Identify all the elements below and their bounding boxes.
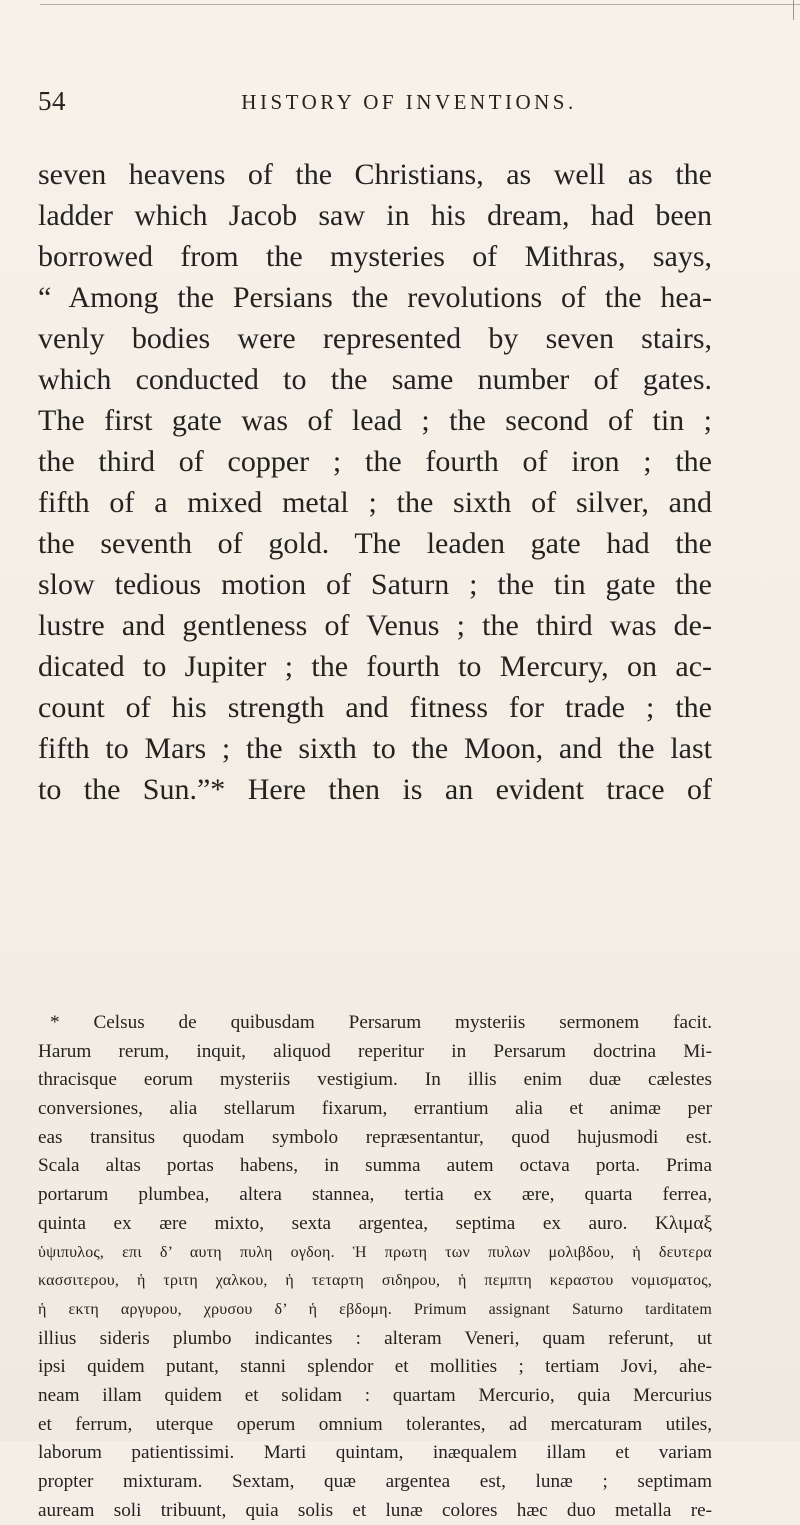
text-line: fifth to Mars ; the sixth to the Moon, and the last: [38, 732, 712, 765]
footnote-line: ipsi quidem putant, stanni splendor et mollities ; tertiam Jovi, ahe-: [38, 1356, 712, 1378]
text-line: seven heavens of the Christians, as well as the: [38, 158, 712, 191]
footnote-line: et ferrum, uterque operum omnium tolerantes, ad mercaturam utiles,: [38, 1413, 712, 1435]
footnote: [38, 1009, 712, 1525]
page-edge-mark: [793, 0, 794, 20]
footnote-line: illius sideris plumbo indicantes : alteram Veneri, quam referunt, ut: [38, 1327, 712, 1349]
text-line: ladder which Jacob saw in his dream, had been: [38, 199, 712, 232]
footnote-line: ἡ εκτη αργυρου, χρυσου δ’ ἡ εβδομη. Primum assignant Saturno tarditatem: [38, 1300, 712, 1318]
main-text: [38, 154, 712, 810]
text-line: “ Among the Persians the revolutions of the hea-: [38, 281, 712, 314]
text-line: lustre and gentleness of Venus ; the third was de-: [38, 609, 712, 642]
text-line: The first gate was of lead ; the second of tin ;: [38, 404, 712, 437]
text-line: which conducted to the same number of gates.: [38, 363, 712, 396]
page-number: 54: [38, 86, 66, 116]
text-line: the seventh of gold. The leaden gate had the: [38, 527, 712, 560]
footnote-line: * Celsus de quibusdam Persarum mysteriis sermonem facit.: [50, 1012, 712, 1033]
footnote-line: propter mixturam. Sextam, quæ argentea est, lunæ ; septimam: [38, 1471, 712, 1492]
footnote-line: laborum patientissimi. Marti quintam, inæqualem illam et variam: [38, 1442, 712, 1464]
footnote-line: conversiones, alia stellarum fixarum, errantium alia et animæ per: [38, 1098, 712, 1120]
text-line: fifth of a mixed metal ; the sixth of silver, and: [38, 486, 712, 519]
text-line: to the Sun.”* Here then is an evident trace of: [38, 773, 712, 806]
footnote-line: Scala altas portas habens, in summa autem octava porta. Prima: [38, 1155, 712, 1177]
running-head: HISTORY OF INVENTIONS.: [241, 90, 577, 114]
footnote-line: auream soli tribuunt, quia solis et lunæ colores hæc duo metalla re-: [38, 1499, 712, 1521]
text-line: slow tedious motion of Saturn ; the tin gate the: [38, 568, 712, 601]
text-line: the third of copper ; the fourth of iron ; the: [38, 445, 712, 478]
text-line: count of his strength and fitness for trade ; the: [38, 691, 712, 724]
footnote-line: eas transitus quodam symbolo repræsentantur, quod hujusmodi est.: [38, 1126, 712, 1148]
page-header: [38, 86, 750, 126]
text-line: dicated to Jupiter ; the fourth to Mercury, on ac-: [38, 650, 712, 683]
footnote-line: κασσιτερου, ἡ τριτη χαλκου, ἡ τεταρτη σιδηρου, ἡ πεμπτη κεραστου νομισματος,: [38, 1272, 712, 1290]
footnote-line: ὑψιπυλος, επι δ’ αυτη πυλη ογδοη. Ἡ πρωτη των πυλων μολιβδου, ἡ δευτερα: [38, 1243, 712, 1261]
footnote-line: Harum rerum, inquit, aliquod reperitur in Persarum doctrina Mi-: [38, 1040, 712, 1062]
page-edge-rule: [40, 4, 800, 5]
footnote-line: portarum plumbea, altera stannea, tertia ex ære, quarta ferrea,: [38, 1184, 712, 1206]
text-line: venly bodies were represented by seven stairs,: [38, 322, 712, 355]
footnote-line: quinta ex ære mixto, sexta argentea, septima ex auro. Κλιμαξ: [38, 1212, 712, 1234]
footnote-line: thracisque eorum mysteriis vestigium. In illis enim duæ cælestes: [38, 1069, 712, 1091]
text-line: borrowed from the mysteries of Mithras, says,: [38, 240, 712, 273]
footnote-line: neam illam quidem et solidam : quartam Mercurio, quia Mercurius: [38, 1384, 712, 1406]
